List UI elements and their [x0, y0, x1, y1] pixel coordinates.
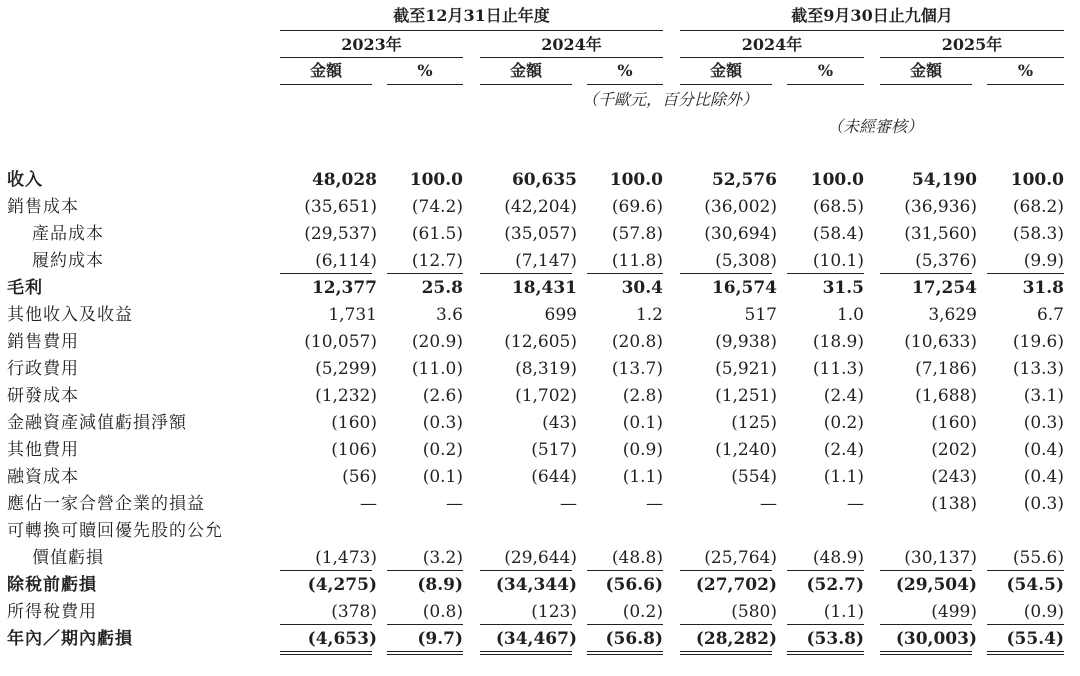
percent-cell: (56.8)	[605, 629, 663, 649]
amount-cell: (34,467)	[495, 629, 577, 649]
amount-cell: (10,057)	[304, 332, 377, 352]
amount-cell: (123)	[531, 602, 577, 622]
amount-cell: (35,651)	[304, 197, 377, 217]
percent-cell: 30.4	[621, 278, 663, 298]
amount-cell: (160)	[931, 413, 977, 433]
single-underline	[987, 624, 1064, 625]
percent-cell	[553, 518, 663, 545]
row-label: 行政費用	[7, 359, 79, 379]
percent-cell: (9.9)	[1023, 251, 1064, 271]
row-label: 除稅前虧損	[7, 575, 97, 595]
amount-cell: (1,251)	[715, 386, 777, 406]
col-rule	[680, 84, 772, 85]
row-label: 其他收入及收益	[7, 305, 133, 325]
percent-cell: (11.0)	[411, 359, 463, 379]
percent-cell: —	[446, 494, 463, 514]
period-rule-9m	[680, 30, 1064, 31]
percent-cell: (19.6)	[1012, 332, 1064, 352]
col-rule	[387, 84, 463, 85]
row-label: 毛利	[7, 278, 43, 298]
percent-cell: 3.6	[435, 305, 463, 325]
percent-cell: (2.8)	[622, 386, 663, 406]
amount-cell: (644)	[531, 467, 577, 487]
amount-cell: (12,605)	[504, 332, 577, 352]
amount-cell: (36,936)	[904, 197, 977, 217]
amount-cell: (8,319)	[515, 359, 577, 379]
percent-cell: 1.0	[836, 305, 864, 325]
single-underline	[787, 570, 864, 571]
period-header-9m: 截至9月30日止九個月	[791, 6, 953, 25]
amount-cell: (7,186)	[915, 359, 977, 379]
percent-cell: (0.3)	[1023, 413, 1064, 433]
percent-cell	[954, 518, 1064, 545]
percent-cell: (58.3)	[1012, 224, 1064, 244]
amount-cell: (29,504)	[895, 575, 977, 595]
percent-cell	[754, 518, 864, 545]
amount-cell: (42,204)	[504, 197, 577, 217]
amount-cell: (29,644)	[504, 548, 577, 568]
amount-header: 金額	[709, 61, 742, 80]
amount-cell: 52,576	[711, 170, 777, 190]
percent-cell: (0.4)	[1023, 467, 1064, 487]
amount-cell: (1,232)	[315, 386, 377, 406]
percent-cell	[353, 518, 463, 545]
percent-cell: 25.8	[421, 278, 463, 298]
percent-cell: (0.9)	[1023, 602, 1064, 622]
pct-header: %	[617, 61, 633, 80]
year-rule	[480, 57, 663, 58]
amount-cell: —	[560, 494, 577, 514]
amount-cell: 1,731	[328, 305, 377, 325]
amount-cell: 18,431	[511, 278, 577, 298]
amount-cell: (160)	[331, 413, 377, 433]
percent-cell: (58.4)	[812, 224, 864, 244]
double-underline	[987, 651, 1064, 655]
amount-header: 金額	[509, 61, 542, 80]
percent-cell: (0.3)	[422, 413, 463, 433]
percent-cell: (74.2)	[411, 197, 463, 217]
percent-cell: (13.7)	[611, 359, 663, 379]
amount-cell: (5,921)	[715, 359, 777, 379]
percent-cell: (0.1)	[422, 467, 463, 487]
amount-cell: (56)	[342, 467, 377, 487]
amount-header: 金額	[909, 61, 942, 80]
row-label: 研發成本	[7, 386, 79, 406]
percent-cell: (61.5)	[411, 224, 463, 244]
amount-cell: 3,629	[928, 305, 977, 325]
amount-cell: 48,028	[311, 170, 377, 190]
row-label: 產品成本	[32, 224, 104, 244]
percent-cell: (52.7)	[806, 575, 864, 595]
percent-cell: (57.8)	[611, 224, 663, 244]
col-rule	[280, 84, 372, 85]
single-underline	[587, 624, 663, 625]
amount-cell: (5,308)	[715, 251, 777, 271]
percent-cell: (0.1)	[622, 413, 663, 433]
percent-cell: (2.4)	[823, 440, 864, 460]
percent-cell: (53.8)	[806, 629, 864, 649]
percent-cell: (0.4)	[1023, 440, 1064, 460]
percent-cell: (18.9)	[812, 332, 864, 352]
single-underline	[787, 624, 864, 625]
percent-cell: (11.8)	[611, 251, 663, 271]
amount-cell: (10,633)	[904, 332, 977, 352]
row-label: 可轉換可贖回優先股的公允	[7, 521, 223, 541]
percent-cell: (0.3)	[1023, 494, 1064, 514]
percent-cell: (48.9)	[812, 548, 864, 568]
double-underline	[587, 651, 663, 655]
amount-cell: (28,282)	[695, 629, 777, 649]
percent-cell: (12.7)	[411, 251, 463, 271]
row-label: 年內／期內虧損	[7, 629, 133, 649]
double-underline	[787, 651, 864, 655]
amount-cell: 60,635	[511, 170, 577, 190]
pct-header: %	[417, 61, 433, 80]
amount-cell: (580)	[731, 602, 777, 622]
row-label: 履約成本	[32, 251, 104, 271]
single-underline	[987, 570, 1064, 571]
row-label: 所得稅費用	[7, 602, 97, 622]
percent-cell: —	[847, 494, 864, 514]
amount-cell: (138)	[931, 494, 977, 514]
amount-cell: (30,003)	[895, 629, 977, 649]
amount-cell: (7,147)	[515, 251, 577, 271]
row-label: 其他費用	[7, 440, 79, 460]
amount-cell: (202)	[931, 440, 977, 460]
col-rule	[480, 84, 572, 85]
amount-cell: (5,376)	[915, 251, 977, 271]
amount-cell: (4,653)	[307, 629, 377, 649]
percent-cell: (0.2)	[422, 440, 463, 460]
year-header: 2024年	[541, 35, 602, 54]
year-header: 2023年	[341, 35, 402, 54]
amount-cell: 17,254	[911, 278, 977, 298]
amount-cell: 54,190	[911, 170, 977, 190]
amount-header: 金額	[309, 61, 342, 80]
percent-cell: (20.9)	[411, 332, 463, 352]
amount-cell: (25,764)	[704, 548, 777, 568]
amount-cell: —	[360, 494, 377, 514]
amount-cell: (554)	[731, 467, 777, 487]
row-label: 融資成本	[7, 467, 79, 487]
pct-header: %	[1017, 61, 1034, 80]
amount-cell: (125)	[731, 413, 777, 433]
percent-cell: (1.1)	[823, 467, 864, 487]
amount-cell: (517)	[531, 440, 577, 460]
amount-cell: 517	[744, 305, 777, 325]
amount-cell: (106)	[331, 440, 377, 460]
amount-cell: (30,137)	[904, 548, 977, 568]
amount-cell: (27,702)	[695, 575, 777, 595]
percent-cell: (0.2)	[622, 602, 663, 622]
amount-cell: (36,002)	[704, 197, 777, 217]
single-underline	[387, 624, 463, 625]
percent-cell: —	[646, 494, 663, 514]
unaudited-note: （未經審核）	[826, 117, 923, 136]
period-rule-fy	[280, 30, 663, 31]
percent-cell: 1.2	[635, 305, 663, 325]
percent-cell: 100.0	[1010, 170, 1064, 190]
row-label: 銷售費用	[7, 332, 79, 352]
percent-cell: 100.0	[810, 170, 864, 190]
amount-cell: (243)	[931, 467, 977, 487]
amount-cell: (43)	[542, 413, 577, 433]
percent-cell: (3.1)	[1023, 386, 1064, 406]
percent-cell: (2.4)	[823, 386, 864, 406]
row-label: 銷售成本	[7, 197, 79, 217]
percent-cell: 6.7	[1036, 305, 1064, 325]
percent-cell: (8.9)	[417, 575, 463, 595]
percent-cell: 31.8	[1022, 278, 1064, 298]
period-header-fy: 截至12月31日止年度	[393, 6, 550, 25]
amount-cell: 699	[544, 305, 577, 325]
percent-cell: (1.1)	[622, 467, 663, 487]
percent-cell: (13.3)	[1012, 359, 1064, 379]
year-header: 2025年	[941, 35, 1003, 54]
percent-cell: (1.1)	[823, 602, 864, 622]
amount-cell: (9,938)	[715, 332, 777, 352]
percent-cell: (11.3)	[812, 359, 864, 379]
amount-cell: (1,473)	[315, 548, 377, 568]
percent-cell: (68.5)	[812, 197, 864, 217]
row-label: 收入	[7, 170, 43, 190]
amount-cell: (4,275)	[307, 575, 377, 595]
percent-cell: (56.6)	[605, 575, 663, 595]
single-underline	[787, 273, 864, 274]
pct-header: %	[817, 61, 834, 80]
amount-cell: (1,688)	[915, 386, 977, 406]
single-underline	[387, 273, 463, 274]
amount-cell: —	[760, 494, 777, 514]
percent-cell: (55.4)	[1006, 629, 1064, 649]
unit-note: （千歐元，百分比除外）	[581, 90, 758, 109]
col-rule	[880, 84, 972, 85]
amount-cell: (499)	[931, 602, 977, 622]
amount-cell: (5,299)	[315, 359, 377, 379]
percent-cell: (69.6)	[611, 197, 663, 217]
year-rule	[880, 57, 1064, 58]
row-label: 金融資產減值虧損淨額	[7, 413, 187, 433]
amount-cell: (29,537)	[304, 224, 377, 244]
amount-cell: (35,057)	[504, 224, 577, 244]
col-rule	[787, 84, 864, 85]
row-label: 價值虧損	[32, 548, 104, 568]
percent-cell: (48.8)	[611, 548, 663, 568]
percent-cell: (55.6)	[1012, 548, 1064, 568]
amount-cell: 16,574	[711, 278, 777, 298]
amount-cell: (1,702)	[515, 386, 577, 406]
year-header: 2024年	[741, 35, 803, 54]
percent-cell: (54.5)	[1006, 575, 1064, 595]
amount-cell: (6,114)	[315, 251, 377, 271]
amount-cell: (31,560)	[904, 224, 977, 244]
row-label: 應佔一家合營企業的損益	[7, 494, 205, 514]
year-rule	[280, 57, 463, 58]
percent-cell: 100.0	[409, 170, 463, 190]
percent-cell: (10.1)	[812, 251, 864, 271]
single-underline	[387, 570, 463, 571]
percent-cell: (9.7)	[417, 629, 463, 649]
amount-cell: (378)	[331, 602, 377, 622]
single-underline	[987, 273, 1064, 274]
percent-cell: (2.6)	[422, 386, 463, 406]
amount-cell: 12,377	[311, 278, 377, 298]
single-underline	[587, 570, 663, 571]
col-rule	[987, 84, 1064, 85]
double-underline	[387, 651, 463, 655]
percent-cell: (20.8)	[611, 332, 663, 352]
single-underline	[587, 273, 663, 274]
percent-cell: 100.0	[609, 170, 663, 190]
col-rule	[587, 84, 663, 85]
percent-cell: (0.2)	[823, 413, 864, 433]
amount-cell: (34,344)	[495, 575, 577, 595]
percent-cell: (68.2)	[1012, 197, 1064, 217]
amount-cell: (1,240)	[715, 440, 777, 460]
percent-cell: (0.9)	[622, 440, 663, 460]
year-rule	[680, 57, 864, 58]
percent-cell: (0.8)	[422, 602, 463, 622]
percent-cell: (3.2)	[422, 548, 463, 568]
amount-cell: (30,694)	[704, 224, 777, 244]
percent-cell: 31.5	[822, 278, 864, 298]
